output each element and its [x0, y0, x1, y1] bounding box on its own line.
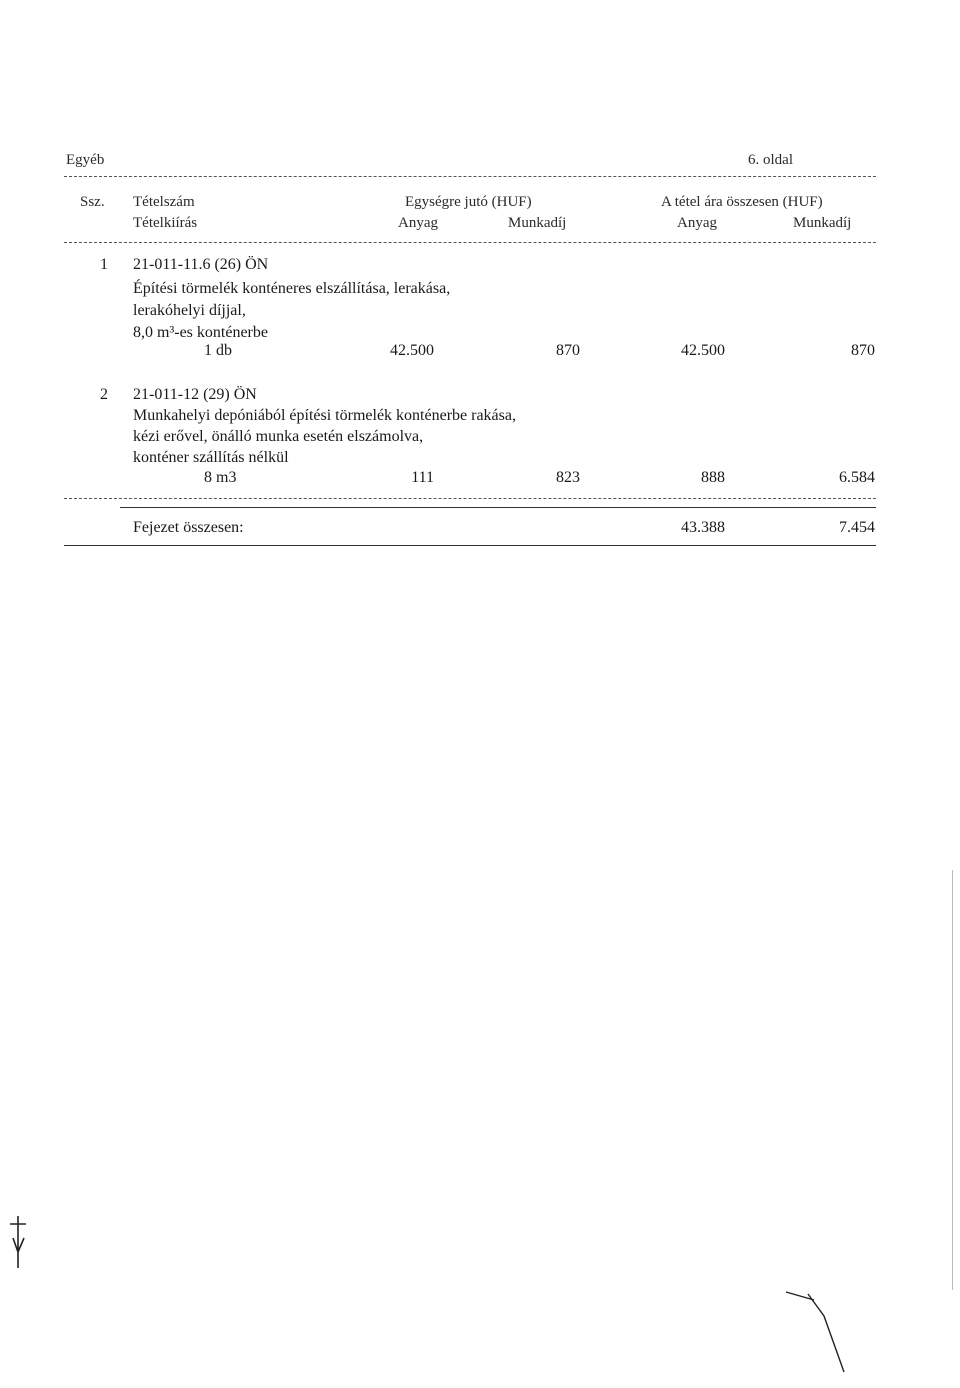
item-1-desc-line: 8,0 m³-es konténerbe — [133, 324, 268, 341]
col-header-total-material: Anyag — [677, 215, 717, 231]
item-1-desc-line: Építési törmelék konténeres elszállítása, lerakása, — [133, 280, 451, 297]
col-header-total-labor: Munkadíj — [793, 215, 852, 231]
item-1-quantity: 1 db — [204, 342, 232, 359]
item-2-unit-labor: 823 — [556, 469, 580, 486]
item-2-desc-line: Munkahelyi depóniából építési törmelék konténerbe rakása, — [133, 407, 516, 424]
item-1-code: 21-011-11.6 (26) ÖN — [133, 256, 269, 273]
page-category: Egyéb — [66, 152, 105, 168]
col-header-desc: Tételkiírás — [133, 215, 198, 231]
col-header-unit-material: Anyag — [398, 215, 438, 231]
item-1-total-material: 42.500 — [681, 342, 725, 359]
header-bottom-rule — [64, 242, 876, 243]
item-2-number: 2 — [100, 386, 108, 403]
summary-total-labor: 7.454 — [839, 519, 875, 536]
item-2-unit-material: 111 — [411, 469, 434, 486]
items-bottom-rule — [64, 498, 876, 499]
item-2-desc-line: kézi erővel, önálló munka esetén elszámolva, — [133, 428, 424, 445]
scan-mark-right — [784, 1286, 854, 1376]
summary-label: Fejezet összesen: — [133, 519, 244, 536]
page-number: 6. oldal — [748, 152, 793, 168]
item-2-desc-line: konténer szállítás nélkül — [133, 449, 289, 466]
item-2-quantity: 8 m3 — [204, 469, 237, 486]
scan-mark-left — [4, 1212, 32, 1272]
item-2-code: 21-011-12 (29) ÖN — [133, 386, 257, 403]
item-1-total-labor: 870 — [851, 342, 875, 359]
col-header-total-group: A tétel ára összesen (HUF) — [661, 194, 823, 210]
summary-total-material: 43.388 — [681, 519, 725, 536]
col-header-code: Tételszám — [133, 194, 195, 210]
item-1-number: 1 — [100, 256, 108, 273]
col-header-no: Ssz. — [80, 194, 105, 210]
item-1-desc-line: lerakóhelyi díjjal, — [133, 302, 246, 319]
header-top-rule — [64, 176, 876, 177]
item-1-unit-labor: 870 — [556, 342, 580, 359]
col-header-unit-labor: Munkadíj — [508, 215, 567, 231]
summary-top-rule — [120, 507, 876, 508]
item-2-total-labor: 6.584 — [839, 469, 875, 486]
item-1-unit-material: 42.500 — [390, 342, 434, 359]
col-header-unit-group: Egységre jutó (HUF) — [405, 194, 532, 210]
scan-edge-line — [952, 870, 953, 1290]
item-2-total-material: 888 — [701, 469, 725, 486]
summary-bottom-rule — [64, 545, 876, 546]
